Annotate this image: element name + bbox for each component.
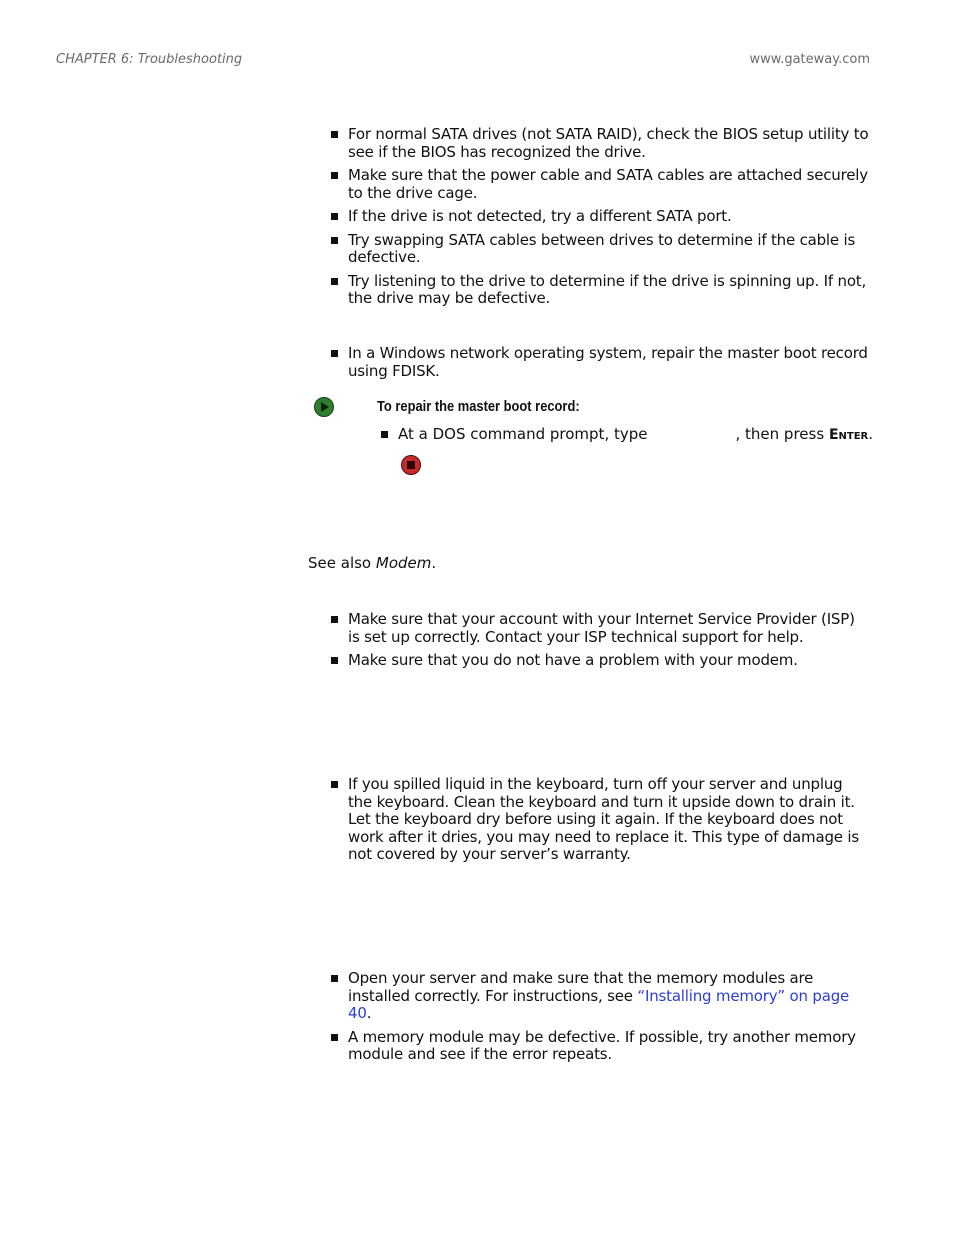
list-item: Make sure that you do not have a problem with your modem. [330, 652, 870, 670]
list-item: Open your server and make sure that the memory modules are installed correctly. For instructions, see “Installing memory” on page 40. [330, 970, 870, 1023]
square-bullet [331, 213, 338, 220]
chapter-header: CHAPTER 6: Troubleshooting [56, 52, 243, 67]
list-item: For normal SATA drives (not SATA RAID), check the BIOS setup utility to see if the BIOS has recognized the drive. [330, 126, 870, 161]
list-item: Make sure that your account with your Internet Service Provider (ISP) is set up correctly. Contact your ISP technical support for help. [330, 611, 870, 646]
square-bullet [331, 278, 338, 285]
square-bullet [331, 237, 338, 244]
memory-tips-list [330, 970, 870, 1064]
boot-record-tips-list [330, 345, 870, 380]
square-bullet [331, 350, 338, 357]
drive-tips-list [330, 126, 870, 308]
list-item: Try swapping SATA cables between drives to determine if the cable is defective. [330, 232, 870, 267]
list-item: If you spilled liquid in the keyboard, turn off your server and unplug the keyboard. Clean the keyboard and turn it upside down to drain it. Let the keyboard dry before using it again. If the keyboard does not work after it dries, you may need to replace it. This type of damage is not covered by your server’s warranty. [330, 776, 870, 864]
list-item: In a Windows network operating system, repair the master boot record using FDISK. [330, 345, 870, 380]
list-item: Try listening to the drive to determine if the drive is spinning up. If not, the drive may be defective. [330, 273, 870, 308]
square-bullet [331, 975, 338, 982]
square-bullet [331, 1034, 338, 1041]
procedure-title: To repair the master boot record: [377, 398, 580, 415]
enter-key-label: Enter [828, 427, 869, 443]
installing-memory-link[interactable]: “Installing memory” on page 40 [348, 986, 850, 1022]
square-bullet [331, 616, 338, 623]
internet-tips-list [330, 611, 870, 670]
square-bullet [331, 781, 338, 788]
square-bullet [331, 172, 338, 179]
list-item: If the drive is not detected, try a different SATA port. [330, 208, 870, 226]
square-bullet [331, 131, 338, 138]
square-bullet [331, 657, 338, 664]
procedure-end-icon [401, 455, 421, 475]
see-also-target: Modem [375, 554, 432, 572]
see-also-note: See also Modem. [308, 554, 437, 572]
keyboard-tips-list [330, 776, 870, 864]
website-url: www.gateway.com [749, 52, 870, 67]
list-item: Make sure that the power cable and SATA cables are attached securely to the drive cage. [330, 167, 870, 202]
square-bullet [381, 431, 388, 438]
procedure-step: At a DOS command prompt, type , then press Enter. [381, 426, 888, 445]
list-item: A memory module may be defective. If possible, try another memory module and see if the error repeats. [330, 1029, 870, 1064]
procedure-start-icon [314, 397, 334, 417]
